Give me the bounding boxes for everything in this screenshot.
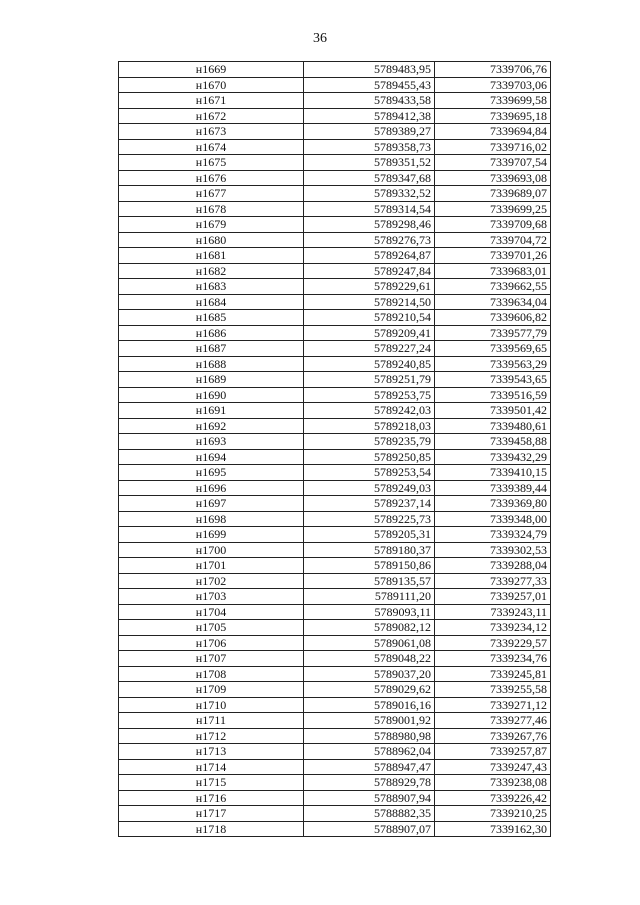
point-id-cell: н1683 [119,279,304,295]
y-coordinate-cell: 7339662,55 [435,279,551,295]
x-coordinate-cell: 5789001,92 [304,713,435,729]
table-row [119,542,551,558]
point-id-cell: н1690 [119,387,304,403]
point-id-cell: н1670 [119,77,304,93]
x-coordinate-cell: 5789250,85 [304,449,435,465]
y-coordinate-cell: 7339543,65 [435,372,551,388]
y-coordinate-cell: 7339245,81 [435,666,551,682]
y-coordinate-cell: 7339432,29 [435,449,551,465]
y-coordinate-cell: 7339234,12 [435,620,551,636]
table-row [119,821,551,837]
x-coordinate-cell: 5789247,84 [304,263,435,279]
x-coordinate-cell: 5789358,73 [304,139,435,155]
table-row [119,604,551,620]
y-coordinate-cell: 7339516,59 [435,387,551,403]
coordinates-table [118,61,551,837]
point-id-cell: н1699 [119,527,304,543]
x-coordinate-cell: 5789235,79 [304,434,435,450]
table-row [119,170,551,186]
table-row [119,263,551,279]
point-id-cell: н1675 [119,155,304,171]
x-coordinate-cell: 5789029,62 [304,682,435,698]
y-coordinate-cell: 7339693,08 [435,170,551,186]
y-coordinate-cell: 7339302,53 [435,542,551,558]
x-coordinate-cell: 5788907,94 [304,790,435,806]
y-coordinate-cell: 7339707,54 [435,155,551,171]
point-id-cell: н1714 [119,759,304,775]
y-coordinate-cell: 7339699,58 [435,93,551,109]
point-id-cell: н1712 [119,728,304,744]
table-row [119,403,551,419]
x-coordinate-cell: 5789253,75 [304,387,435,403]
x-coordinate-cell: 5789237,14 [304,496,435,512]
table-row [119,558,551,574]
point-id-cell: н1688 [119,356,304,372]
point-id-cell: н1677 [119,186,304,202]
point-id-cell: н1676 [119,170,304,186]
table-row [119,186,551,202]
point-id-cell: н1707 [119,651,304,667]
x-coordinate-cell: 5789264,87 [304,248,435,264]
point-id-cell: н1695 [119,465,304,481]
y-coordinate-cell: 7339704,72 [435,232,551,248]
point-id-cell: н1705 [119,620,304,636]
table-row [119,248,551,264]
table-row [119,325,551,341]
point-id-cell: н1694 [119,449,304,465]
point-id-cell: н1713 [119,744,304,760]
point-id-cell: н1698 [119,511,304,527]
y-coordinate-cell: 7339226,42 [435,790,551,806]
table-row [119,697,551,713]
x-coordinate-cell: 5789276,73 [304,232,435,248]
x-coordinate-cell: 5789214,50 [304,294,435,310]
x-coordinate-cell: 5789180,37 [304,542,435,558]
y-coordinate-cell: 7339716,02 [435,139,551,155]
point-id-cell: н1672 [119,108,304,124]
point-id-cell: н1702 [119,573,304,589]
x-coordinate-cell: 5789298,46 [304,217,435,233]
point-id-cell: н1711 [119,713,304,729]
table-row [119,108,551,124]
y-coordinate-cell: 7339277,33 [435,573,551,589]
table-row [119,651,551,667]
table-row [119,465,551,481]
x-coordinate-cell: 5789218,03 [304,418,435,434]
table-row [119,418,551,434]
y-coordinate-cell: 7339501,42 [435,403,551,419]
y-coordinate-cell: 7339162,30 [435,821,551,837]
x-coordinate-cell: 5789412,38 [304,108,435,124]
y-coordinate-cell: 7339210,25 [435,806,551,822]
y-coordinate-cell: 7339563,29 [435,356,551,372]
point-id-cell: н1687 [119,341,304,357]
point-id-cell: н1703 [119,589,304,605]
table-row [119,790,551,806]
table-row [119,589,551,605]
x-coordinate-cell: 5789351,52 [304,155,435,171]
y-coordinate-cell: 7339689,07 [435,186,551,202]
table-row [119,682,551,698]
point-id-cell: н1715 [119,775,304,791]
y-coordinate-cell: 7339703,06 [435,77,551,93]
table-row [119,480,551,496]
point-id-cell: н1701 [119,558,304,574]
point-id-cell: н1696 [119,480,304,496]
point-id-cell: н1673 [119,124,304,140]
x-coordinate-cell: 5789455,43 [304,77,435,93]
x-coordinate-cell: 5789210,54 [304,310,435,326]
x-coordinate-cell: 5788947,47 [304,759,435,775]
table-row [119,728,551,744]
table-row [119,93,551,109]
x-coordinate-cell: 5789016,16 [304,697,435,713]
table-row [119,77,551,93]
coordinates-table-body [119,62,551,837]
x-coordinate-cell: 5788962,04 [304,744,435,760]
x-coordinate-cell: 5789225,73 [304,511,435,527]
table-row [119,372,551,388]
x-coordinate-cell: 5789433,58 [304,93,435,109]
y-coordinate-cell: 7339238,08 [435,775,551,791]
y-coordinate-cell: 7339247,43 [435,759,551,775]
point-id-cell: н1686 [119,325,304,341]
y-coordinate-cell: 7339369,80 [435,496,551,512]
table-row [119,775,551,791]
table-row [119,139,551,155]
y-coordinate-cell: 7339243,11 [435,604,551,620]
x-coordinate-cell: 5789082,12 [304,620,435,636]
table-row [119,573,551,589]
table-row [119,511,551,527]
x-coordinate-cell: 5789150,86 [304,558,435,574]
point-id-cell: н1708 [119,666,304,682]
y-coordinate-cell: 7339634,04 [435,294,551,310]
point-id-cell: н1680 [119,232,304,248]
point-id-cell: н1679 [119,217,304,233]
y-coordinate-cell: 7339348,00 [435,511,551,527]
x-coordinate-cell: 5789483,95 [304,62,435,78]
x-coordinate-cell: 5789389,27 [304,124,435,140]
y-coordinate-cell: 7339255,58 [435,682,551,698]
point-id-cell: н1718 [119,821,304,837]
y-coordinate-cell: 7339288,04 [435,558,551,574]
y-coordinate-cell: 7339458,88 [435,434,551,450]
point-id-cell: н1682 [119,263,304,279]
x-coordinate-cell: 5789037,20 [304,666,435,682]
table-row [119,759,551,775]
table-row [119,155,551,171]
point-id-cell: н1716 [119,790,304,806]
point-id-cell: н1685 [119,310,304,326]
point-id-cell: н1717 [119,806,304,822]
x-coordinate-cell: 5789332,52 [304,186,435,202]
table-row [119,387,551,403]
y-coordinate-cell: 7339606,82 [435,310,551,326]
y-coordinate-cell: 7339569,65 [435,341,551,357]
table-row [119,713,551,729]
point-id-cell: н1706 [119,635,304,651]
table-row [119,434,551,450]
table-row [119,310,551,326]
point-id-cell: н1681 [119,248,304,264]
x-coordinate-cell: 5789227,24 [304,341,435,357]
y-coordinate-cell: 7339257,01 [435,589,551,605]
x-coordinate-cell: 5789093,11 [304,604,435,620]
x-coordinate-cell: 5789111,20 [304,589,435,605]
point-id-cell: н1671 [119,93,304,109]
y-coordinate-cell: 7339257,87 [435,744,551,760]
x-coordinate-cell: 5789314,54 [304,201,435,217]
y-coordinate-cell: 7339480,61 [435,418,551,434]
x-coordinate-cell: 5789253,54 [304,465,435,481]
point-id-cell: н1710 [119,697,304,713]
x-coordinate-cell: 5789061,08 [304,635,435,651]
table-row [119,341,551,357]
y-coordinate-cell: 7339694,84 [435,124,551,140]
table-row [119,666,551,682]
x-coordinate-cell: 5789135,57 [304,573,435,589]
x-coordinate-cell: 5788980,98 [304,728,435,744]
y-coordinate-cell: 7339577,79 [435,325,551,341]
point-id-cell: н1709 [119,682,304,698]
point-id-cell: н1693 [119,434,304,450]
point-id-cell: н1678 [119,201,304,217]
y-coordinate-cell: 7339410,15 [435,465,551,481]
x-coordinate-cell: 5789347,68 [304,170,435,186]
x-coordinate-cell: 5789048,22 [304,651,435,667]
point-id-cell: н1684 [119,294,304,310]
x-coordinate-cell: 5788907,07 [304,821,435,837]
y-coordinate-cell: 7339324,79 [435,527,551,543]
x-coordinate-cell: 5789229,61 [304,279,435,295]
table-row [119,635,551,651]
table-row [119,527,551,543]
y-coordinate-cell: 7339271,12 [435,697,551,713]
x-coordinate-cell: 5789251,79 [304,372,435,388]
table-row [119,744,551,760]
y-coordinate-cell: 7339701,26 [435,248,551,264]
y-coordinate-cell: 7339709,68 [435,217,551,233]
point-id-cell: н1700 [119,542,304,558]
table-row [119,279,551,295]
y-coordinate-cell: 7339389,44 [435,480,551,496]
y-coordinate-cell: 7339683,01 [435,263,551,279]
x-coordinate-cell: 5789240,85 [304,356,435,372]
y-coordinate-cell: 7339695,18 [435,108,551,124]
point-id-cell: н1704 [119,604,304,620]
point-id-cell: н1669 [119,62,304,78]
point-id-cell: н1692 [119,418,304,434]
point-id-cell: н1691 [119,403,304,419]
y-coordinate-cell: 7339229,57 [435,635,551,651]
table-row [119,294,551,310]
x-coordinate-cell: 5788882,35 [304,806,435,822]
table-row [119,356,551,372]
point-id-cell: н1674 [119,139,304,155]
x-coordinate-cell: 5788929,78 [304,775,435,791]
y-coordinate-cell: 7339699,25 [435,201,551,217]
y-coordinate-cell: 7339277,46 [435,713,551,729]
x-coordinate-cell: 5789205,31 [304,527,435,543]
x-coordinate-cell: 5789249,03 [304,480,435,496]
y-coordinate-cell: 7339234,76 [435,651,551,667]
table-row [119,201,551,217]
table-row [119,62,551,78]
point-id-cell: н1689 [119,372,304,388]
y-coordinate-cell: 7339267,76 [435,728,551,744]
table-row [119,232,551,248]
page-number: 36 [313,31,327,46]
table-row [119,217,551,233]
x-coordinate-cell: 5789209,41 [304,325,435,341]
y-coordinate-cell: 7339706,76 [435,62,551,78]
table-row [119,124,551,140]
point-id-cell: н1697 [119,496,304,512]
table-row [119,806,551,822]
table-row [119,496,551,512]
table-row [119,449,551,465]
x-coordinate-cell: 5789242,03 [304,403,435,419]
table-row [119,620,551,636]
